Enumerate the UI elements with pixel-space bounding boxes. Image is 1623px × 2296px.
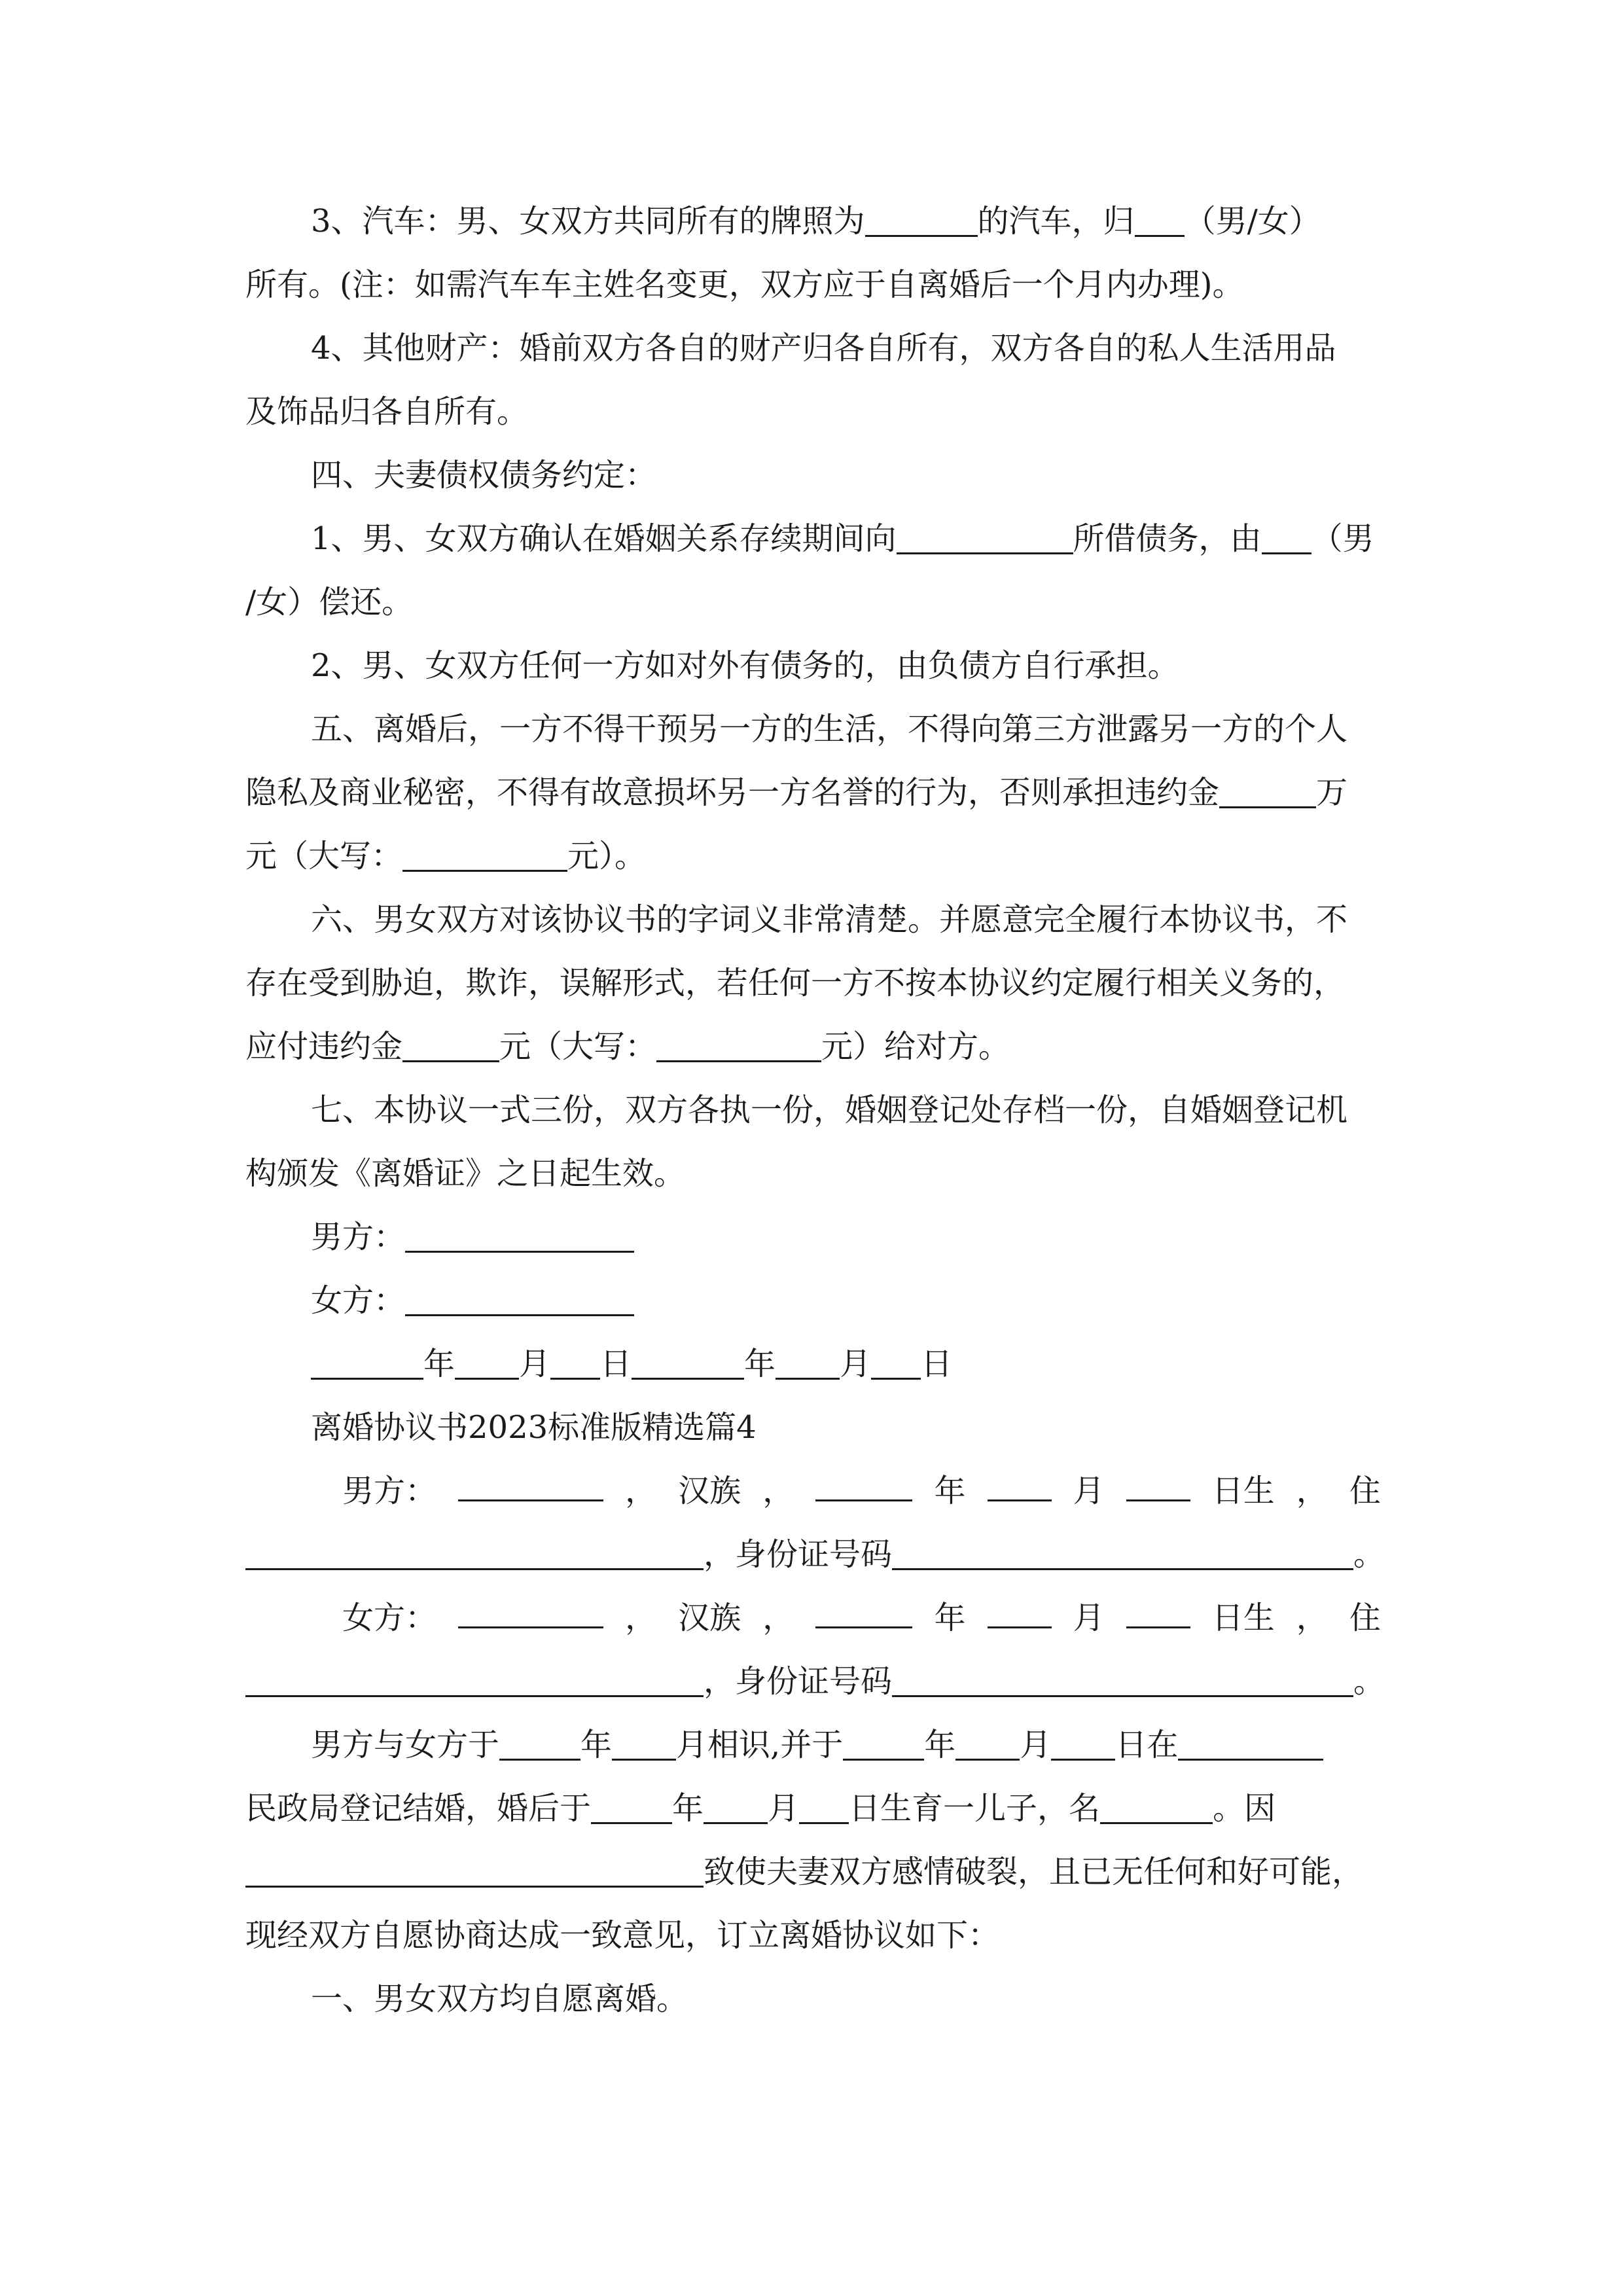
blank-male-birth-day — [1126, 1469, 1190, 1501]
blank-debtor — [1262, 522, 1311, 554]
document-page — [245, 190, 1385, 2031]
debt2-line: 2、男、女双方任何一方如对外有债务的，由负债方自行承担。 — [311, 647, 1179, 684]
marriage-line3: 致使夫妻双方感情破裂，且已无任何和好可能， — [245, 1840, 1381, 1904]
marriage-line4: 现经双方自愿协商达成一致意见，订立离婚协议如下： — [245, 1917, 1000, 1954]
blank-reg-month — [955, 1729, 1020, 1761]
male-party-line2: ，身份证号码 。 — [245, 1523, 1381, 1587]
blank-male-birth-year — [815, 1469, 912, 1501]
blank-penalty-amount — [1219, 776, 1316, 808]
blank-male-signature — [405, 1221, 634, 1253]
blank-child-month — [704, 1792, 768, 1824]
blank-male-id — [892, 1538, 1353, 1570]
blank-reg-day — [1051, 1729, 1115, 1761]
blank-month-1 — [455, 1348, 519, 1380]
car-clause-line2: 所有。(注：如需汽车车主姓名变更，双方应于自离婚后一个月内办理)。 — [245, 266, 1244, 303]
blank-breach-words — [656, 1030, 821, 1062]
marriage-line2: 民政局登记结婚，婚后于 年 月 日生育一儿子，名 。因 — [245, 1790, 1276, 1827]
other-property-line1: 4、其他财产：婚前双方各自的财产归各自所有，双方各自的私人生活用品 — [311, 330, 1336, 367]
male-party-line1: 男方： ， 汉族 ， 年 月 日生 ， 住 — [245, 1460, 1381, 1523]
female-party-line1: 女方： ， 汉族 ， 年 月 日生 ， 住 — [245, 1587, 1381, 1650]
blank-reason — [245, 1856, 704, 1888]
blank-child-name — [1100, 1792, 1213, 1824]
blank-month-2 — [776, 1348, 840, 1380]
clause5-line1: 五、离婚后，一方不得干预另一方的生活，不得向第三方泄露另一方的个人 — [311, 711, 1348, 747]
blank-met-year — [499, 1729, 580, 1761]
blank-male-birth-month — [988, 1469, 1052, 1501]
blank-female-signature — [405, 1284, 634, 1316]
blank-reg-year — [843, 1729, 924, 1761]
debt1-line1: 1、男、女双方确认在婚姻关系存续期间向 所借债务，由 （男 — [311, 520, 1374, 557]
blank-year-2 — [632, 1348, 744, 1380]
marriage-line1: 男方与女方于 年 月相识,并于 年 月 日在 — [245, 1713, 1381, 1777]
other-property-line2: 及饰品归各自所有。 — [245, 393, 529, 430]
car-clause-line1: 3、汽车：男、女双方共同所有的牌照为 的汽车，归 （男/女） — [311, 203, 1321, 240]
blank-penalty-words — [402, 840, 567, 872]
female-party-line2: ，身份证号码 。 — [245, 1650, 1381, 1713]
clause6-line3: 应付违约金 元（大写： 元）给对方。 — [245, 1028, 1010, 1065]
item1-line: 一、男女双方均自愿离婚。 — [311, 1981, 688, 2017]
blank-female-id — [892, 1665, 1353, 1697]
blank-child-day — [799, 1792, 849, 1824]
clause7-line2: 构颁发《离婚证》之日起生效。 — [245, 1155, 686, 1192]
blank-owner — [1135, 205, 1185, 237]
blank-female-birth-year — [815, 1596, 912, 1628]
clause5-line3: 元（大写： 元）。 — [245, 838, 647, 874]
blank-met-month — [612, 1729, 676, 1761]
blank-female-name — [458, 1596, 603, 1628]
blank-female-birth-day — [1126, 1596, 1190, 1628]
blank-day-1 — [550, 1348, 600, 1380]
blank-year-1 — [311, 1348, 423, 1380]
blank-female-address — [245, 1665, 704, 1697]
blank-female-birth-month — [988, 1596, 1052, 1628]
debt-heading: 四、夫妻债权债务约定： — [311, 457, 657, 493]
blank-male-name — [458, 1469, 603, 1501]
clause5-line2: 隐私及商业秘密，不得有故意损坏另一方名誉的行为，否则承担违约金 万 — [245, 774, 1348, 811]
blank-breach-amount — [402, 1030, 499, 1062]
sign-male: 男方： — [245, 1206, 1381, 1269]
blank-plate — [865, 205, 978, 237]
sign-female: 女方： — [245, 1269, 1381, 1333]
blank-day-2 — [871, 1348, 921, 1380]
blank-reg-place — [1178, 1729, 1323, 1761]
article-title: 离婚协议书2023标准版精选篇4 — [311, 1409, 757, 1446]
blank-child-year — [591, 1792, 672, 1824]
blank-creditor — [897, 522, 1073, 554]
clause6-line1: 六、男女双方对该协议书的字词义非常清楚。并愿意完全履行本协议书，不 — [311, 901, 1348, 938]
debt1-line2: /女）偿还。 — [245, 584, 414, 620]
clause7-line1: 七、本协议一式三份，双方各执一份，婚姻登记处存档一份，自婚姻登记机 — [311, 1092, 1348, 1128]
blank-male-address — [245, 1538, 704, 1570]
clause6-line2: 存在受到胁迫，欺诈，误解形式，若任何一方不按本协议约定履行相关义务的， — [245, 965, 1346, 1001]
sign-dates: 年 月 日 年 月 日 — [245, 1333, 1381, 1396]
